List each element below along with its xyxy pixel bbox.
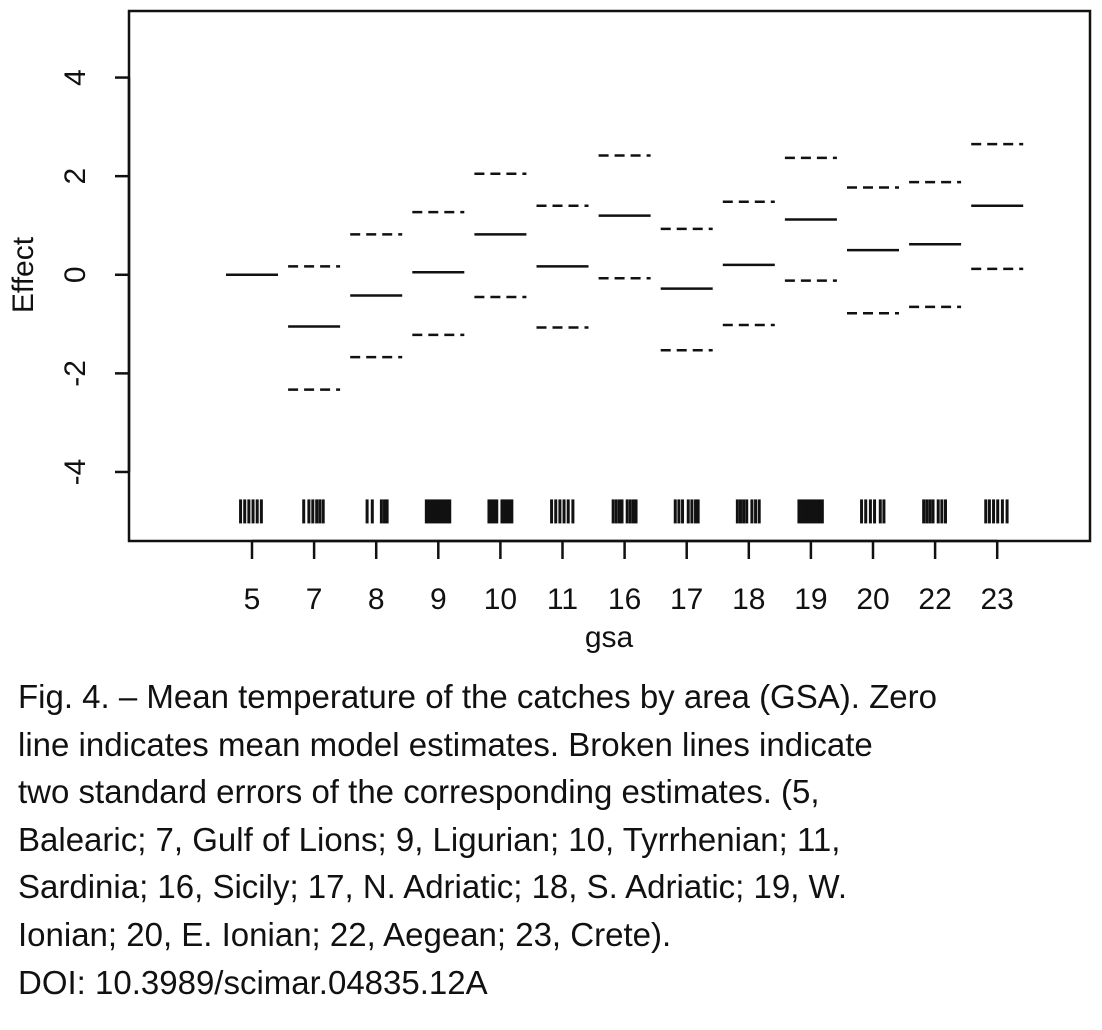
caption-line: Ionian; 20, E. Ionian; 22, Aegean; 23, Crete).	[18, 915, 672, 953]
x-axis	[244, 541, 1014, 616]
y-tick-label: -2	[59, 360, 92, 387]
x-tick-label: 10	[483, 583, 518, 616]
x-tick-label: 16	[607, 583, 642, 616]
x-tick-label: 18	[732, 583, 766, 616]
y-tick-label: 0	[59, 266, 92, 284]
caption-line: Fig. 4. – Mean temperature of the catches by area (GSA). Zero	[18, 678, 937, 715]
y-tick-label: -4	[59, 458, 92, 486]
estimate-marks	[226, 144, 1023, 390]
y-tick-label: 2	[59, 167, 92, 185]
y-axis	[59, 69, 129, 485]
y-axis-label: Effect	[7, 236, 40, 314]
caption-line: Sardinia; 16, Sicily; 17, N. Adriatic; 18, S. Adriatic; 19, W.	[18, 868, 848, 906]
x-tick-label: 19	[794, 583, 828, 616]
x-tick-label: 22	[918, 583, 952, 616]
x-axis-label: gsa	[584, 621, 634, 654]
x-tick-label: 7	[305, 583, 323, 616]
caption-line: DOI: 10.3989/scimar.04835.12A	[18, 963, 488, 1001]
rug-marks	[241, 499, 1008, 523]
x-tick-label: 23	[980, 583, 1014, 616]
caption-line: line indicates mean model estimates. Broken lines indicate	[18, 725, 873, 763]
x-tick-label: 17	[670, 583, 704, 616]
figure-caption	[18, 673, 1098, 1006]
x-tick-label: 5	[243, 583, 261, 616]
caption-line: Balearic; 7, Gulf of Lions; 9, Ligurian; 10, Tyrrhenian; 11,	[18, 820, 841, 858]
x-tick-label: 11	[546, 583, 579, 616]
caption-line: two standard errors of the corresponding estimates. (5,	[18, 773, 820, 811]
x-tick-label: 9	[429, 583, 447, 616]
x-tick-label: 20	[856, 583, 890, 616]
x-tick-label: 8	[367, 583, 385, 616]
y-tick-label: 4	[59, 69, 92, 86]
